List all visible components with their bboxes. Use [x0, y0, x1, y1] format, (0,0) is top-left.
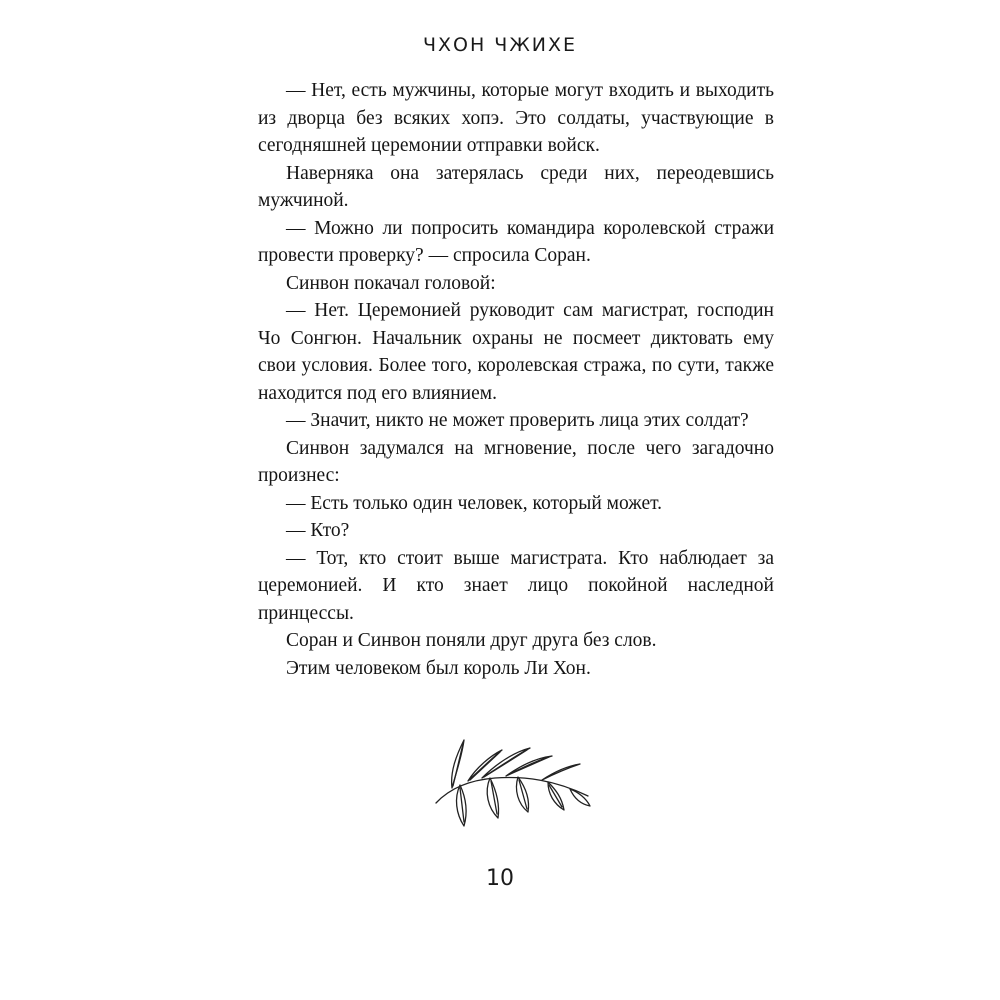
- running-head-title: ЧХОН ЧЖИХЕ: [422, 34, 578, 56]
- paragraph: — Тот, кто стоит выше магистрата. Кто наблюдает за церемонией. И кто знает лицо покойной наследной принцессы.: [258, 547, 774, 624]
- leafy-branch-icon: [420, 728, 600, 838]
- paragraph: Синвон задумался на мгновение, после чего загадочно произнес:: [258, 437, 774, 486]
- paragraph: Наверняка она затерялась среди них, переодевшись мужчиной.: [258, 162, 774, 211]
- paragraph: — Можно ли попросить командира королевской стражи провести проверку? — спросила Соран.: [258, 217, 774, 266]
- page-number: 10: [486, 866, 514, 891]
- paragraph: — Нет, есть мужчины, которые могут входить и выходить из дворца без всяких хопэ. Это солдаты, участвующие в сегодняшней церемонии отправки войск.: [258, 80, 774, 156]
- body-text: [258, 77, 774, 682]
- paragraph: Этим человеком был король Ли Хон.: [286, 657, 591, 679]
- paragraph: — Нет. Церемонией руководит сам магистрат, господин Чо Сонгюн. Начальник охраны не посмеет диктовать ему свои условия. Более того, королевская стража, по сути, также находится под его влиянием.: [258, 300, 774, 404]
- paragraph: Соран и Синвон поняли друг друга без слов.: [286, 630, 657, 651]
- paragraph: — Кто?: [286, 520, 350, 541]
- paragraph: — Значит, никто не может проверить лица этих солдат?: [286, 410, 749, 431]
- paragraph: Синвон покачал головой:: [286, 272, 496, 294]
- paragraph: — Есть только один человек, который может.: [286, 492, 663, 514]
